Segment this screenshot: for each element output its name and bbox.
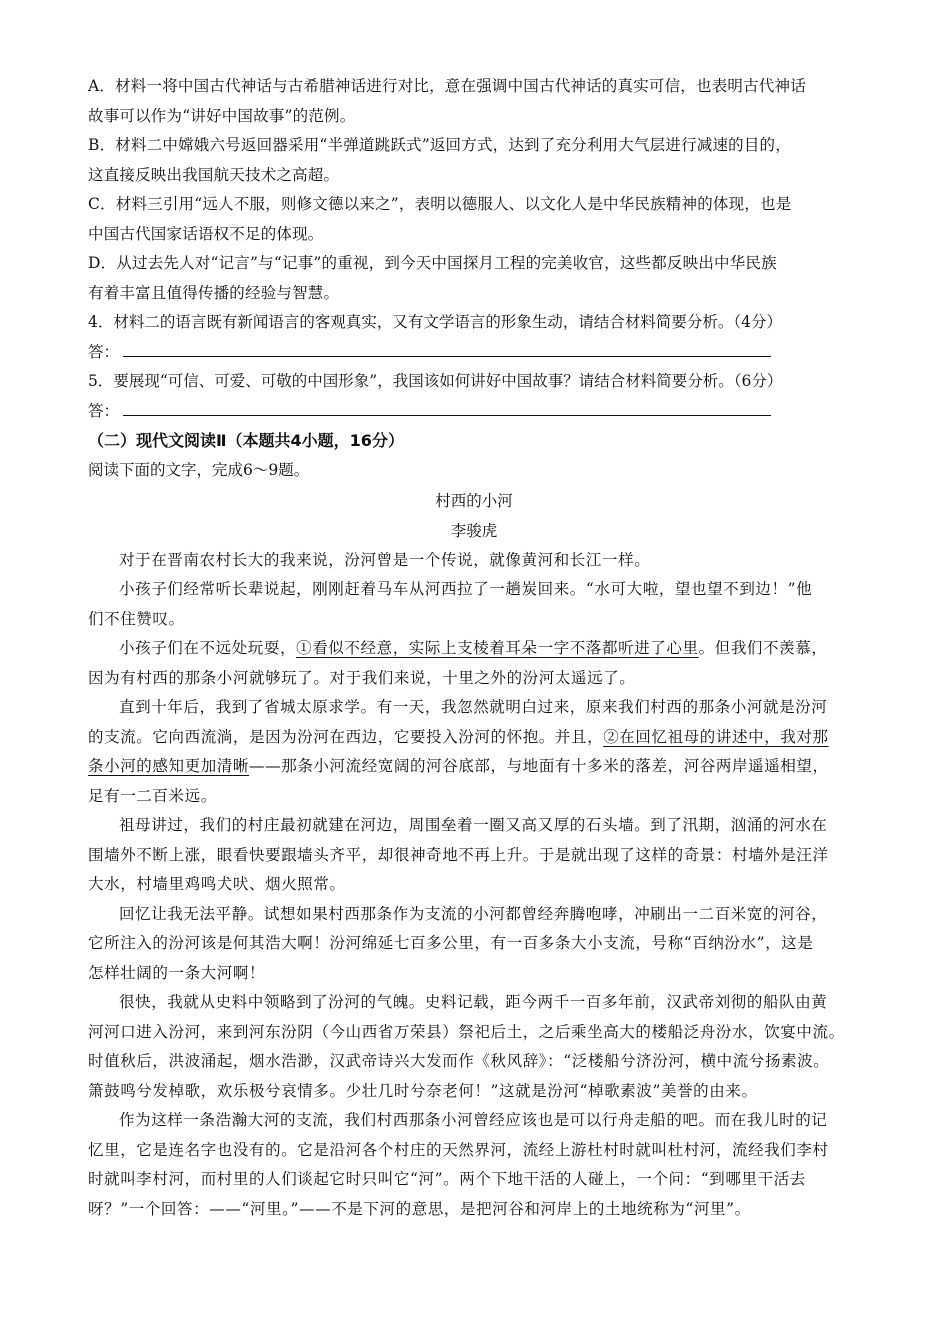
paragraph-7-line2: 河河口进入汾河，来到河东汾阴（今山西省万荣县）祭祀后土，之后乘坐高大的楼船泛舟汾水，饮宴中流。 <box>88 1022 845 1041</box>
story-author: 李骏虎 <box>450 521 498 540</box>
question-5-answer <box>88 397 860 427</box>
option-a-line1: A．材料一将中国古代神话与古希腊神话进行对比，意在强调中国古代神话的真实可信，也表明古代神话 <box>88 77 806 95</box>
answer-label: 答： <box>88 401 120 420</box>
underlined-sentence-2b: 条小河的感知更加清晰 <box>88 757 250 775</box>
option-b-line2: 这直接反映出我国航天技术之高超。 <box>88 165 340 184</box>
exam-page <box>88 72 860 1224</box>
paragraph-8-line2: 忆里，它是连名字也没有的。它是沿河各个村庄的天然界河，流经上游杜村时就叫杜村河，流经我们李村 <box>88 1140 829 1159</box>
underlined-sentence-1: ①看似不经意，实际上支棱着耳朵一字不落都听进了心里 <box>296 639 699 657</box>
paragraph-5-line2: 围墙外不断上涨，眼看快要跟墙头齐平，却很神奇地不再上升。于是就出现了这样的奇景：村墙外是汪洋 <box>88 845 829 864</box>
paragraph-3-line2: 因为有村西的那条小河就够玩了。对于我们来说，十里之外的汾河太遥远了。 <box>88 668 636 687</box>
section-instruction: 阅读下面的文字，完成6～9题。 <box>88 461 310 479</box>
paragraph-8-line3: 时就叫李村河，而村里的人们谈起它时只叫它“河”。两个下地干活的人碰上，一个问：“到哪里干活去 <box>88 1170 806 1188</box>
paragraph-1: 对于在晋南农村长大的我来说，汾河曾是一个传说，就像黄河和长江一样。 <box>119 550 651 569</box>
question-4-answer <box>88 338 860 368</box>
paragraph-2-line1: 小孩子们经常听长辈说起，刚刚赶着马车从河西拉了一趟炭回来。“水可大啦，望也望不到边！”他 <box>119 580 813 598</box>
answer-label: 答： <box>88 342 120 361</box>
story-title: 村西的小河 <box>435 491 513 510</box>
answer-blank-q4[interactable] <box>123 338 771 357</box>
option-d <box>88 249 860 308</box>
question-4: 4．材料二的语言既有新闻语言的客观真实，又有文学语言的形象生动，请结合材料简要分析。（4分） <box>88 313 782 331</box>
paragraph-4-line3 <box>88 752 860 782</box>
option-b <box>88 131 860 190</box>
paragraph-7-line3: 时值秋后，洪波涌起，烟水浩渺，汉武帝诗兴大发而作《秋风辞》：“泛楼船兮济汾河，横中流兮扬素波。 <box>88 1052 830 1070</box>
option-c-line2: 中国古代国家话语权不足的体现。 <box>88 224 324 243</box>
paragraph-2-line2: 们不住赞叹。 <box>88 609 185 628</box>
option-a-line2: 故事可以作为“讲好中国故事”的范例。 <box>88 106 356 125</box>
paragraph-5-line3: 大水，村墙里鸡鸣犬吠、烟火照常。 <box>88 875 346 893</box>
paragraph-7-line4: 箫鼓鸣兮发棹歌，欢乐极兮哀情多。少壮几时兮奈老何！”这就是汾河“棹歌素波”美誉的由来。 <box>88 1081 758 1100</box>
paragraph-8-line4: 呀？”一个回答：——“河里。”——不是下河的意思，是把河谷和河岸上的土地统称为“河里”。 <box>88 1199 751 1218</box>
paragraph-6-line2: 它所注入的汾河该是何其浩大啊！汾河绵延七百多公里，有一百多条大小支流，号称“百纳汾水”，这是 <box>88 934 814 952</box>
paragraph-3-text: 。但我们不羡慕， <box>698 639 828 657</box>
paragraph-6-line3: 怎样壮阔的一条大河啊！ <box>88 963 266 982</box>
paragraph-4-text: ——那条小河流经宽阔的河谷底部，与地面有十多米的落差，河谷两岸遥遥相望， <box>249 757 829 775</box>
answer-blank-q5[interactable] <box>123 397 771 416</box>
option-d-line1: D．从过去先人对“记言”与“记事”的重视，到今天中国探月工程的完美收官，这些都反映出中华民族 <box>88 254 777 272</box>
paragraph-8-line1: 作为这样一条浩瀚大河的支流，我们村西那条小河曾经应该也是可以行舟走船的吧。而在我儿时的记 <box>119 1111 828 1129</box>
option-b-line1: B．材料二中嫦娥六号返回器采用“半弹道跳跃式”返回方式，达到了充分利用大气层进行减速的目的， <box>88 136 791 154</box>
paragraph-4-line1: 直到十年后，我到了省城太原求学。有一天，我忽然就明白过来，原来我们村西的那条小河就是汾河 <box>119 698 828 716</box>
paragraph-4-line4: 足有一二百米远。 <box>88 786 217 805</box>
question-5: 5．要展现“可信、可爱、可敬的中国形象”，我国该如何讲好中国故事？请结合材料简要分析。（6分） <box>88 372 783 390</box>
option-a <box>88 72 860 131</box>
paragraph-3-line1 <box>88 634 860 664</box>
underlined-sentence-2a: ②在回忆祖母的讲述中，我对那 <box>603 727 829 746</box>
section-heading: （二）现代文阅读Ⅱ（本题共4小题，16分） <box>88 431 404 450</box>
paragraph-6-line1: 回忆让我无法平静。试想如果村西那条作为支流的小河都曾经奔腾咆哮，冲刷出一二百米宽的河谷， <box>119 904 828 923</box>
option-d-line2: 有着丰富且值得传播的经验与智慧。 <box>88 283 340 302</box>
paragraph-7-line1: 很快，我就从史料中领略到了汾河的气魄。史料记载，距今两千一百多年前，汉武帝刘彻的船队由黄 <box>119 993 828 1011</box>
paragraph-4-text: 的支流。它向西流淌，是因为汾河在西边，它要投入汾河的怀抱。并且， <box>88 727 604 746</box>
paragraph-3-text: 小孩子们在不远处玩耍， <box>119 639 297 657</box>
option-c-line1: C．材料三引用“远人不服，则修文德以来之”，表明以德服人、以文化人是中华民族精神的体现，也是 <box>88 195 792 213</box>
paragraph-5-line1: 祖母讲过，我们的村庄最初就建在河边，周围垒着一圈又高又厚的石头墙。到了汛期，汹涌的河水在 <box>119 816 828 834</box>
paragraph-4-line2 <box>88 723 860 753</box>
option-c <box>88 190 860 249</box>
